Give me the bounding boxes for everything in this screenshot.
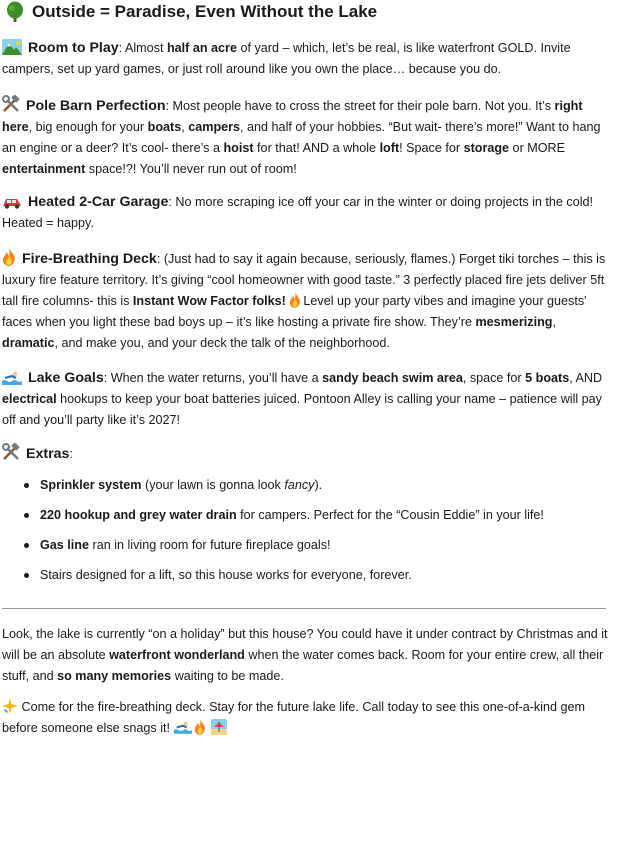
section-garage: Heated 2-Car Garage: No more scraping ice off your car in the winter or doing projects in the cold! Heated = happy. — [2, 194, 594, 230]
section-fire-deck: Fire-Breathing Deck: (Just had to say it again because, seriously, flames.) Forget tiki torches – this is luxury fire feature territory. It’s giving “cool homeowner with good taste.” 3 perfectly placed fire jets deliver 5ft tall fire columns- this is Instant Wow Factor folks! Level up your party vibes and imagine your guests' faces when you light these bad boys up – it’s like hosting a private fire show. They’re mesmerizing, dramatic, and make you, and your deck the talk of the neighborhood. — [2, 248, 610, 354]
tools-icon — [2, 443, 20, 461]
section-heading: Room to Play — [28, 40, 119, 56]
tree-icon — [4, 1, 26, 23]
section-heading: Heated 2-Car Garage — [28, 194, 169, 210]
divider — [2, 608, 606, 609]
fire-icon — [289, 292, 301, 308]
page-title-text: Outside = Paradise, Even Without the Lake — [32, 2, 378, 21]
list-item: Sprinkler system (your lawn is gonna look fancy). — [2, 470, 602, 500]
section-pole-barn: Pole Barn Perfection: Most people have to cross the street for their pole barn. Not you. It’s right here, big enough for your boats, campers, and half of your hobbies. “But wait- there’s more!” Want to hang an engine or a deer? It’s cool- there’s a hoist for that! AND a whole loft! Space for storage or MORE entertainment space!?! You’ll never run out of room! — [2, 95, 610, 180]
sparkle-icon — [2, 698, 18, 714]
section-heading: Fire-Breathing Deck — [22, 251, 157, 267]
section-heading: Pole Barn Perfection — [26, 98, 166, 114]
section-heading: Lake Goals — [28, 370, 104, 386]
section-heading: Extras — [26, 446, 70, 462]
extras-list — [2, 470, 602, 590]
fire-icon — [2, 248, 16, 266]
tools-icon — [2, 95, 20, 113]
section-lake-goals: Lake Goals: When the water returns, you’ll have a sandy beach swim area, space for 5 boats, AND electrical hookups to keep your boat batteries juiced. Pontoon Alley is calling your name – patience will pay off and you’ll party like it’s 2027! — [2, 370, 603, 427]
swimmer-icon — [174, 721, 192, 734]
fire-icon — [194, 719, 206, 735]
page-title — [4, 0, 377, 24]
closing-paragraph: Look, the lake is currently “on a holiday” but this house? You could have it under contract by Christmas and it will be an absolute waterfront wonderland when the water comes back. Room for your entire crew, all their stuff, and so many memories waiting to be made. — [2, 627, 608, 683]
list-item: Stairs designed for a lift, so this house works for everyone, forever. — [2, 560, 602, 590]
section-room-to-play: Room to Play: Almost half an acre of yard – which, let’s be real, is like waterfront GOLD. Invite campers, set up yard games, or just roll around like you own the place… because you do. — [2, 40, 571, 76]
list-item: 220 hookup and grey water drain for campers. Perfect for the “Cousin Eddie” in your life! — [2, 500, 602, 530]
call-to-action: Come for the fire-breathing deck. Stay for the future lake life. Call today to see this one-of-a-kind gem before someone else snags it! — [2, 700, 586, 735]
list-item: Gas line ran in living room for future fireplace goals! — [2, 530, 602, 560]
beach-icon — [211, 719, 227, 735]
mountain-icon — [2, 39, 22, 55]
swimmer-icon — [2, 371, 22, 385]
car-icon — [2, 195, 22, 209]
section-extras: Extras: — [2, 443, 610, 465]
